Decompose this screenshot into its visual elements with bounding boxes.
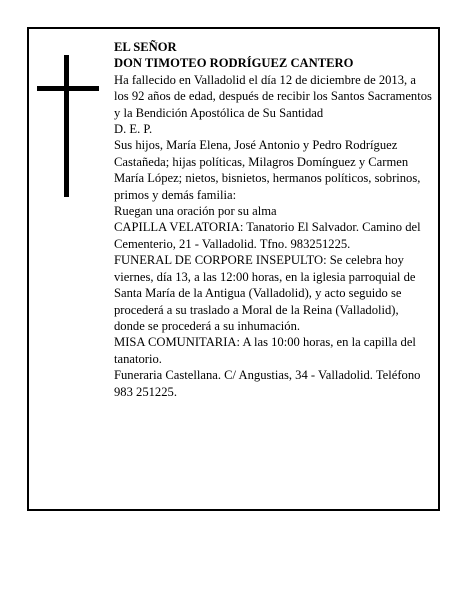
chapel-info: CAPILLA VELATORIA: Tanatorio El Salvador. Camino del Cementerio, 21 - Valladolid. Tfno. 983251225. xyxy=(114,220,421,251)
title-line-1: EL SEÑOR xyxy=(114,40,177,54)
cross-horizontal-bar xyxy=(37,86,99,91)
prayer-request: Ruegan una oración por su alma xyxy=(114,204,277,219)
mass-info: MISA COMUNITARIA: A las 10:00 horas, en la capilla del tanatorio. xyxy=(114,335,416,366)
notice-body xyxy=(114,39,432,400)
deceased-name: DON TIMOTEO RODRÍGUEZ CANTERO xyxy=(114,56,354,71)
funeral-info: FUNERAL DE CORPORE INSEPULTO: Se celebra hoy viernes, día 13, a las 12:00 horas, en la iglesia parroquial de Santa María de la Antigua (Valladolid), y acto seguido se procederá a su traslado a Moral de la Reina (Valladolid), donde se procederá a su inhumación. xyxy=(114,253,416,333)
dep-line: D. E. P. xyxy=(114,122,153,137)
cross-vertical-bar xyxy=(64,55,69,197)
cross-icon xyxy=(37,55,99,197)
death-announcement: Ha fallecido en Valladolid el día 12 de diciembre de 2013, a los 92 años de edad, después de recibir los Santos Sacramentos y la Bendición Apostólica de Su Santidad xyxy=(114,72,432,120)
funeral-home-info: Funeraria Castellana. C/ Angustias, 34 - Valladolid. Teléfono 983 251225. xyxy=(114,368,421,399)
family-list: Sus hijos, María Elena, José Antonio y Pedro Rodríguez Castañeda; hijas políticas, Milagros Domínguez y Carmen María López; nietos, bisnietos, hermanos políticos, sobrinos, primos y demás familia: xyxy=(114,138,421,202)
